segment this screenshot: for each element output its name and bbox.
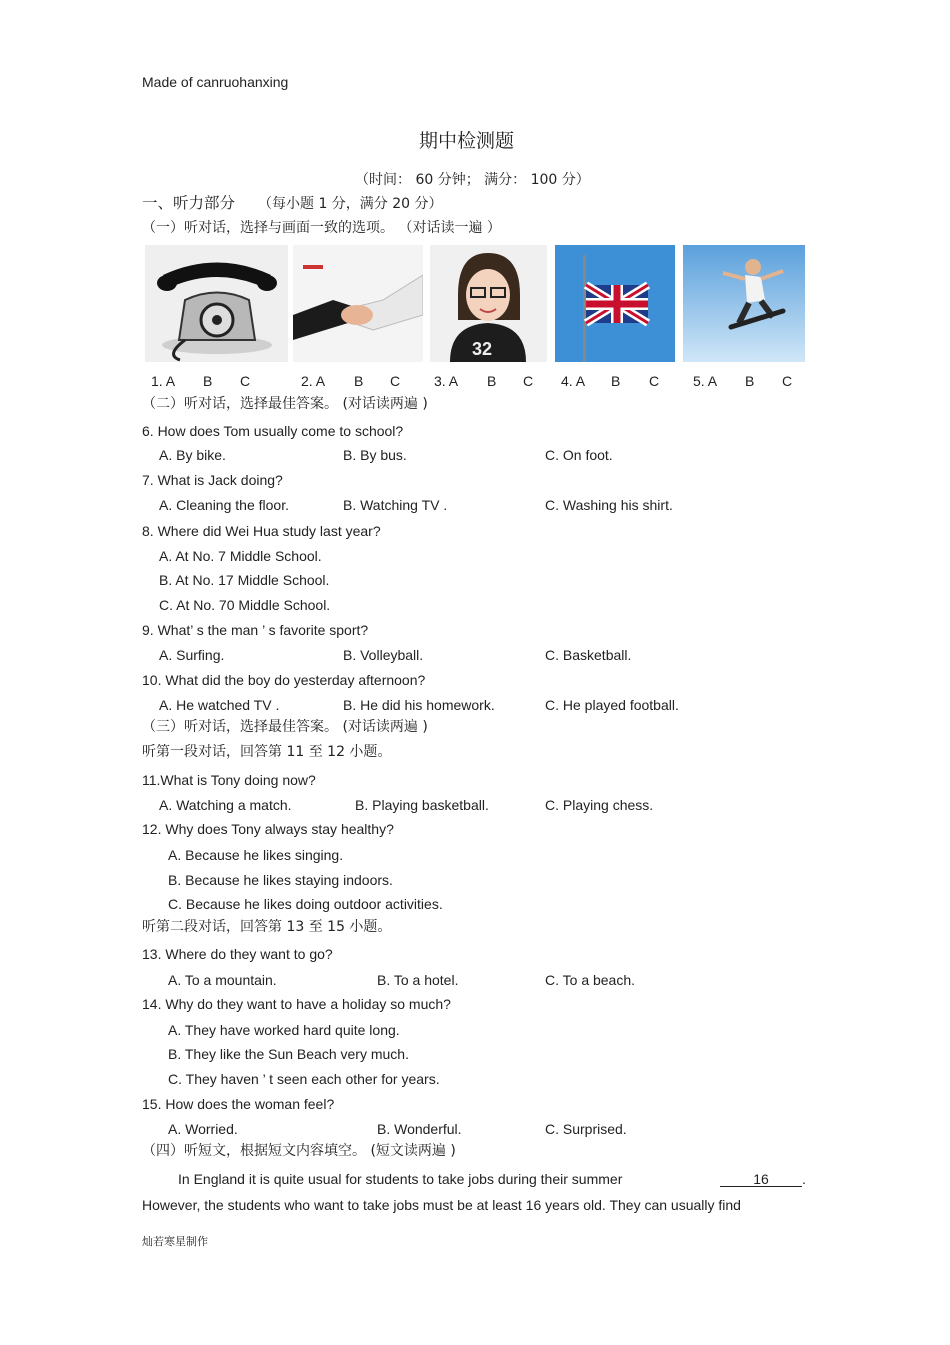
q13-option-b: B. To a hotel. bbox=[377, 972, 459, 988]
q9-option-a: A. Surfing. bbox=[159, 647, 225, 663]
q9-option-b: B. Volleyball. bbox=[343, 647, 424, 663]
question-9: 9. What’ s the man ’ s favorite sport? bbox=[142, 622, 369, 638]
sub-section-3: （三）听对话，选择最佳答案。 (对话读两遍 ) bbox=[142, 719, 428, 735]
q7-option-c: C. Washing his shirt. bbox=[545, 497, 673, 513]
question-8: 8. Where did Wei Hua study last year? bbox=[142, 523, 381, 539]
svg-text:32: 32 bbox=[472, 339, 493, 359]
option-3-b: B bbox=[487, 373, 497, 389]
option-5-a: 5. A bbox=[693, 373, 718, 389]
q8-option-c: C. At No. 70 Middle School. bbox=[159, 597, 331, 613]
q10-option-b: B. He did his homework. bbox=[343, 697, 495, 713]
q7-option-b: B. Watching TV . bbox=[343, 497, 448, 513]
q14-option-c: C. They haven ’ t seen each other for years. bbox=[168, 1071, 440, 1087]
passage-line-1: In England it is quite usual for students to take jobs during their summer bbox=[178, 1171, 623, 1187]
passage-line-2: However, the students who want to take jobs must be at least 16 years old. They can usually find bbox=[142, 1197, 741, 1213]
sub-section-4: （四）听短文，根据短文内容填空。 (短文读两遍 ) bbox=[142, 1143, 456, 1159]
girl-with-glasses-icon bbox=[430, 245, 547, 362]
option-4-a: 4. A bbox=[561, 373, 586, 389]
option-2-c: C bbox=[390, 373, 401, 389]
q15-option-c: C. Surprised. bbox=[545, 1121, 627, 1137]
handshake-icon bbox=[293, 245, 423, 362]
question-7: 7. What is Jack doing? bbox=[142, 472, 283, 488]
exam-time-info: （时间： 60 分钟； 满分： 100 分） bbox=[355, 172, 590, 188]
option-4-c: C bbox=[649, 373, 660, 389]
q14-option-a: A. They have worked hard quite long. bbox=[168, 1022, 400, 1038]
q12-option-b: B. Because he likes staying indoors. bbox=[168, 872, 393, 888]
q12-option-c: C. Because he likes doing outdoor activities. bbox=[168, 896, 443, 912]
q12-option-a: A. Because he likes singing. bbox=[168, 847, 344, 863]
q6-option-c: C. On foot. bbox=[545, 447, 613, 463]
q15-option-b: B. Wonderful. bbox=[377, 1121, 462, 1137]
q15-option-a: A. Worried. bbox=[168, 1121, 238, 1137]
q9-option-c: C. Basketball. bbox=[545, 647, 632, 663]
question-6: 6. How does Tom usually come to school? bbox=[142, 423, 404, 439]
q11-option-b: B. Playing basketball. bbox=[355, 797, 489, 813]
blank-16-period: . bbox=[802, 1171, 806, 1187]
option-5-c: C bbox=[782, 373, 793, 389]
q10-option-c: C. He played football. bbox=[545, 697, 679, 713]
dialogue-2-note: 听第二段对话，回答第 13 至 15 小题。 bbox=[142, 919, 392, 935]
q6-option-a: A. By bike. bbox=[159, 447, 226, 463]
dialogue-1-note: 听第一段对话，回答第 11 至 12 小题。 bbox=[142, 744, 392, 760]
option-3-c: C bbox=[523, 373, 534, 389]
option-3-a: 3. A bbox=[434, 373, 459, 389]
section-listening-score: （每小题 1 分，满分 20 分） bbox=[258, 196, 443, 212]
union-jack-flag-icon bbox=[555, 245, 675, 362]
question-13: 13. Where do they want to go? bbox=[142, 946, 333, 962]
page-title: 期中检测题 bbox=[419, 130, 515, 152]
option-1-a: 1. A bbox=[151, 373, 176, 389]
option-1-b: B bbox=[203, 373, 213, 389]
option-4-b: B bbox=[611, 373, 621, 389]
option-2-a: 2. A bbox=[301, 373, 326, 389]
question-14: 14. Why do they want to have a holiday so much? bbox=[142, 996, 451, 1012]
q14-option-b: B. They like the Sun Beach very much. bbox=[168, 1046, 409, 1062]
q13-option-a: A. To a mountain. bbox=[168, 972, 277, 988]
telephone-icon bbox=[145, 245, 288, 362]
q11-option-c: C. Playing chess. bbox=[545, 797, 654, 813]
option-5-b: B bbox=[745, 373, 755, 389]
question-15: 15. How does the woman feel? bbox=[142, 1096, 335, 1112]
footer-maker: 灿若寒星制作 bbox=[142, 1235, 208, 1248]
q13-option-c: C. To a beach. bbox=[545, 972, 636, 988]
q7-option-a: A. Cleaning the floor. bbox=[159, 497, 289, 513]
sub-section-2: （二）听对话，选择最佳答案。 (对话读两遍 ) bbox=[142, 396, 428, 412]
blank-16-number: 16 bbox=[720, 1172, 802, 1187]
section-listening-heading: 一、听力部分 bbox=[142, 194, 236, 212]
question-12: 12. Why does Tony always stay healthy? bbox=[142, 821, 394, 837]
q11-option-a: A. Watching a match. bbox=[159, 797, 292, 813]
option-1-c: C bbox=[240, 373, 251, 389]
q8-option-a: A. At No. 7 Middle School. bbox=[159, 548, 322, 564]
sub-section-1: （一）听对话，选择与画面一致的选项。 （对话读一遍 ） bbox=[142, 220, 501, 236]
blank-16 bbox=[720, 1172, 806, 1187]
made-of-header: Made of canruohanxing bbox=[142, 74, 289, 90]
question-10: 10. What did the boy do yesterday afternoon? bbox=[142, 672, 426, 688]
q6-option-b: B. By bus. bbox=[343, 447, 407, 463]
q8-option-b: B. At No. 17 Middle School. bbox=[159, 572, 330, 588]
picture-strip bbox=[145, 245, 805, 362]
question-11: 11.What is Tony doing now? bbox=[142, 772, 316, 788]
option-2-b: B bbox=[354, 373, 364, 389]
skateboarder-icon bbox=[683, 245, 805, 362]
q10-option-a: A. He watched TV . bbox=[159, 697, 280, 713]
